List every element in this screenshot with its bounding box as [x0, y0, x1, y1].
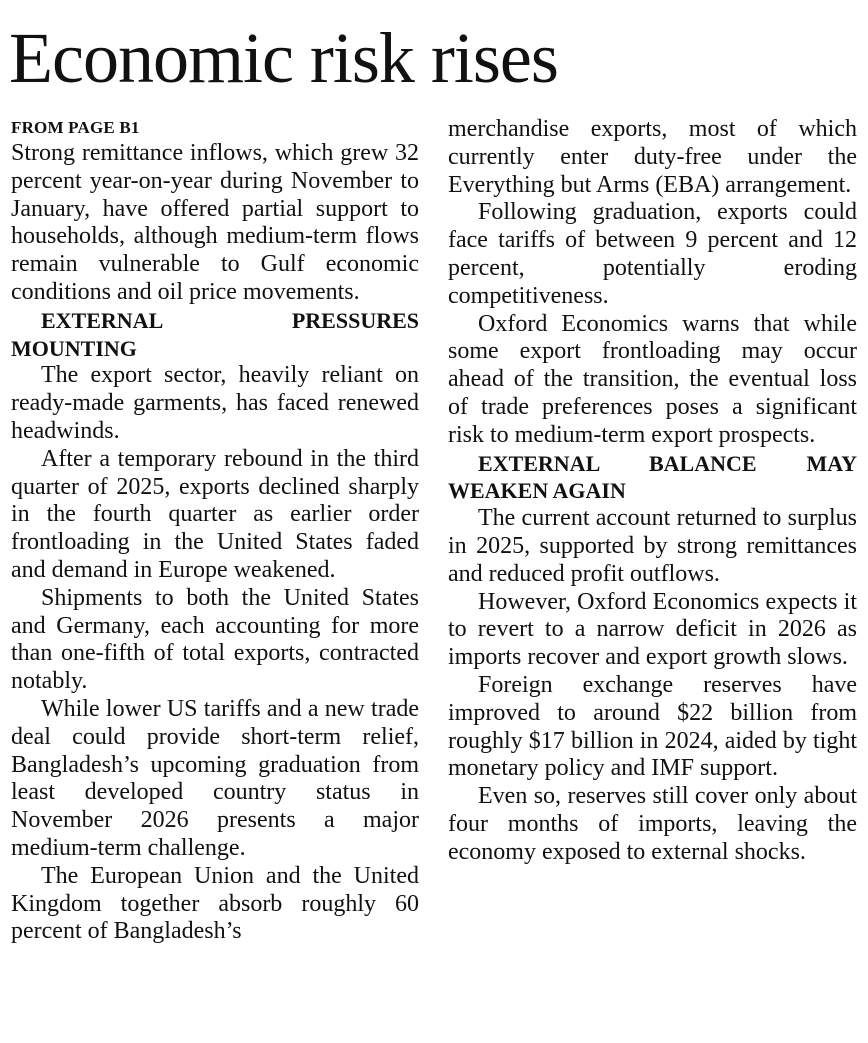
headline: Economic risk rises: [9, 18, 558, 98]
paragraph: Shipments to both the United States and Germany, each accounting for more than one-fifth of total exports, contracted notably.: [11, 584, 419, 695]
paragraph: Oxford Economics warns that while some export frontloading may occur ahead of the transition, the eventual loss of trade preferences poses a significant risk to medium-term export prospects.: [448, 310, 857, 448]
left-column: [11, 116, 419, 946]
paragraph: merchandise exports, most of which currently enter duty-free under the Everything but Arms (EBA) arrangement.: [448, 116, 857, 198]
paragraph: However, Oxford Economics expects it to revert to a narrow deficit in 2026 as imports recover and export growth slows.: [448, 588, 857, 671]
paragraph: Even so, reserves still cover only about four months of imports, leaving the economy exposed to external shocks.: [448, 783, 857, 865]
paragraph: Foreign exchange reserves have improved to around $22 billion from roughly $17 billion in 2024, aided by tight monetary policy and IMF support.: [448, 671, 857, 782]
subhead-external-pressures: EXTERNAL PRESSURES MOUNTING: [11, 307, 419, 361]
kicker-from-page: FROM PAGE B1: [11, 118, 140, 137]
paragraph: The export sector, heavily reliant on ready-made garments, has faced renewed headwinds.: [11, 362, 419, 444]
paragraph: The current account returned to surplus in 2025, supported by strong remittances and reduced profit outflows.: [448, 505, 857, 587]
paragraph: After a temporary rebound in the third quarter of 2025, exports declined sharply in the fourth quarter as earlier order frontloading in the United States faded and demand in Europe weakened.: [11, 445, 419, 583]
subhead-external-balance: EXTERNAL BALANCE MAY WEAKEN AGAIN: [448, 450, 857, 504]
right-column: [448, 116, 857, 867]
paragraph: While lower US tariffs and a new trade deal could provide short-term relief, Bangladesh’s upcoming graduation from least developed country status in November 2026 presents a major medium-term challenge.: [11, 695, 419, 861]
paragraph: The European Union and the United Kingdom together absorb roughly 60 percent of Bangladesh’s: [11, 862, 419, 945]
paragraph: Strong remittance inflows, which grew 32 percent year-on-year during November to January, have offered partial support to households, although medium-term flows remain vulnerable to Gulf economic conditions and oil price movements.: [11, 140, 419, 305]
paragraph: Following graduation, exports could face tariffs of between 9 percent and 12 percent, potentially eroding competitiveness.: [448, 199, 857, 309]
